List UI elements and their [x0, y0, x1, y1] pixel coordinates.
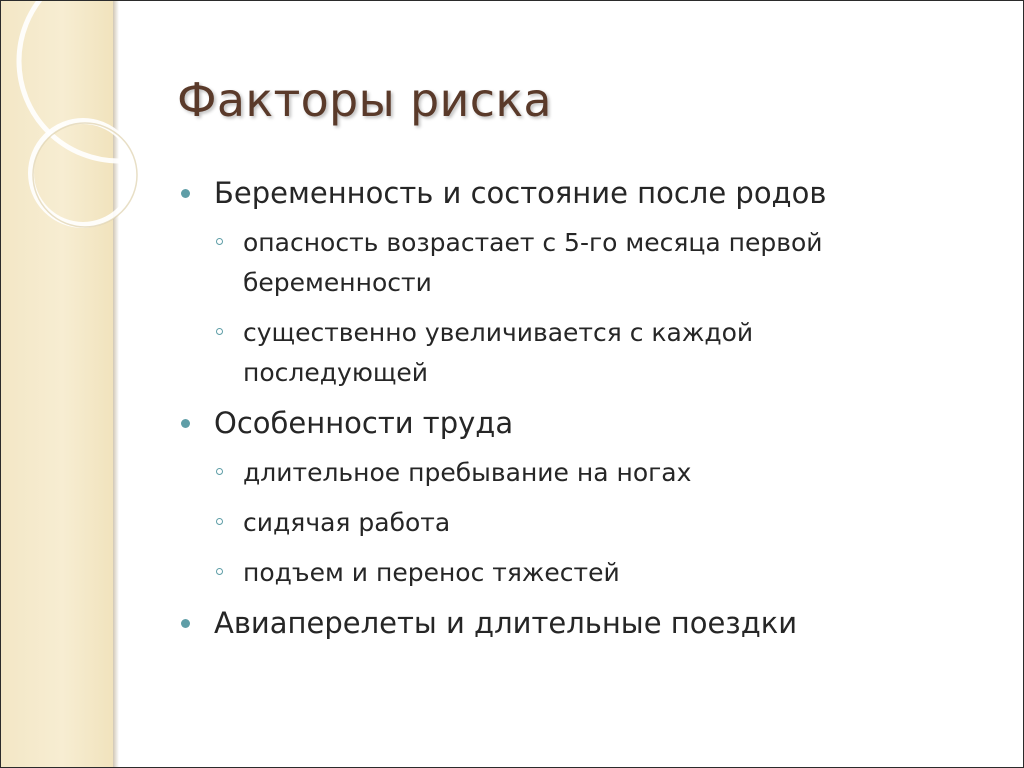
sub-bullet-text: существенно увеличивается с каждой последующей [243, 318, 754, 387]
bullet-item [181, 173, 981, 213]
bullet-text: Авиаперелеты и длительные поездки [214, 606, 798, 640]
sub-bullet-item [243, 553, 923, 593]
decorative-rings-icon [1, 1, 161, 261]
sub-bullet-ring-icon [216, 518, 223, 525]
sub-bullet-ring-icon [216, 238, 223, 245]
bullet-text: Особенности труда [214, 406, 514, 440]
sub-bullet-item [243, 313, 923, 393]
bullet-item [181, 403, 981, 443]
bullet-text: Беременность и состояние после родов [214, 176, 827, 210]
sub-bullet-text: сидячая работа [243, 508, 451, 537]
sub-bullet-text: длительное пребывание на ногах [243, 458, 692, 487]
sub-bullet-text: подъем и перенос тяжестей [243, 558, 620, 587]
bullet-list [181, 173, 981, 653]
sub-bullet-text: опасность возрастает с 5-го месяца первой беременности [243, 228, 823, 297]
bullet-dot-icon [181, 419, 190, 428]
sub-bullet-item [243, 453, 923, 493]
sub-bullet-ring-icon [216, 568, 223, 575]
sub-bullet-ring-icon [216, 328, 223, 335]
slide-title: Факторы риска [177, 73, 552, 127]
bullet-dot-icon [181, 189, 190, 198]
sub-bullet-item [243, 503, 923, 543]
sub-bullet-item [243, 223, 923, 303]
bullet-dot-icon [181, 619, 190, 628]
bullet-item [181, 603, 981, 643]
sub-bullet-ring-icon [216, 468, 223, 475]
